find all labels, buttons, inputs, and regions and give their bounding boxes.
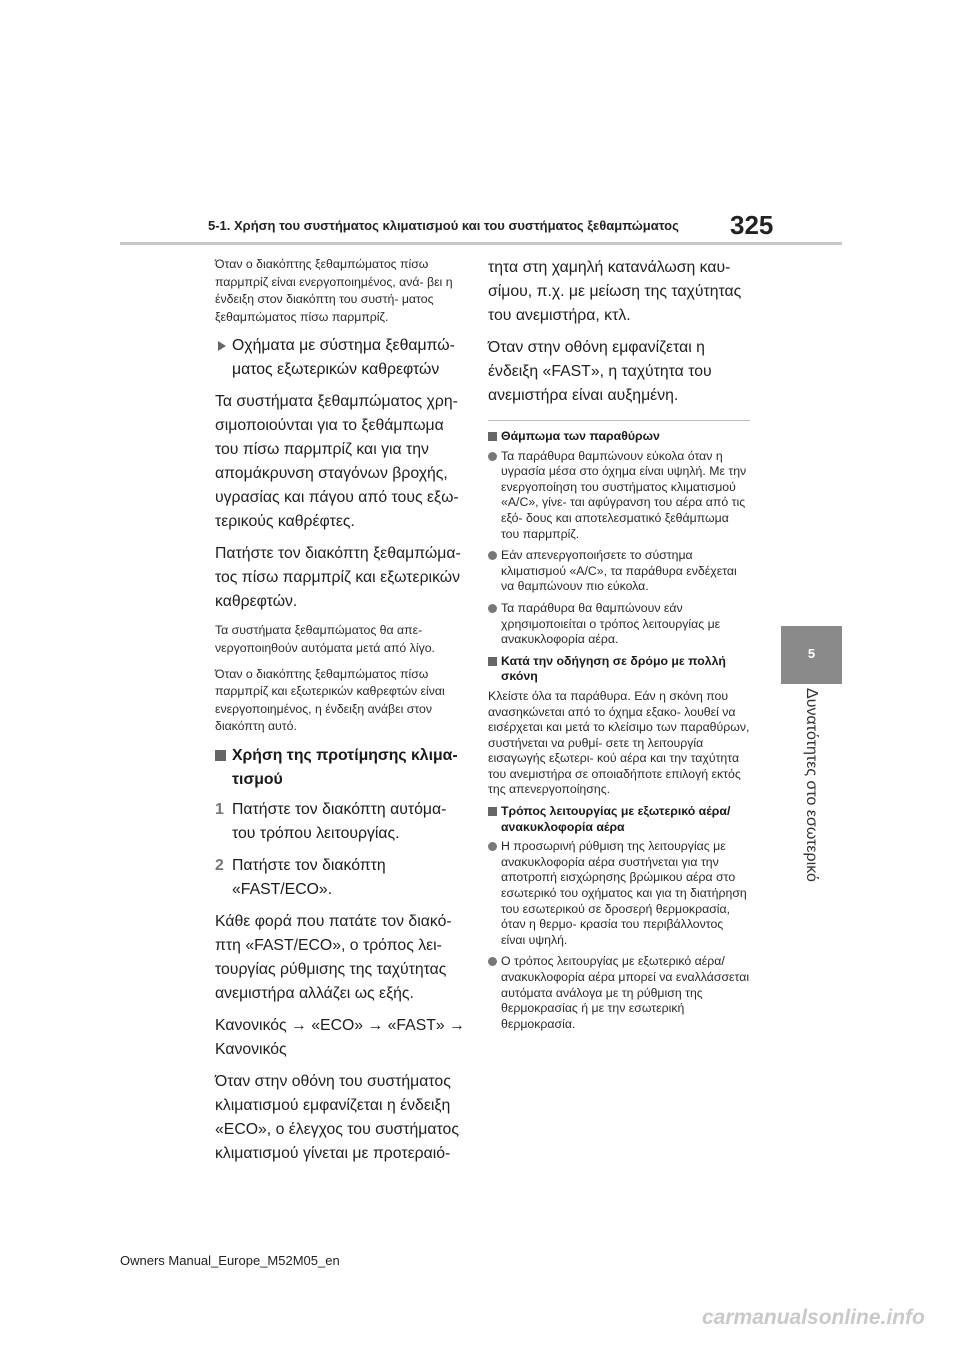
- left-column: [215, 256, 470, 1174]
- pref-heading: [215, 744, 470, 792]
- list-item: [488, 548, 750, 595]
- chapter-side-label: [798, 688, 824, 888]
- right-column: [488, 256, 750, 1038]
- recirc-heading: [488, 804, 750, 835]
- circle-bullet-icon: [488, 551, 497, 560]
- intro-note: Όταν ο διακόπτης ξεθαμπώματος πίσω παρμπρίζ είναι ενεργοποιημένος, ανά- βει η ένδειξη στον διακόπτη του συστή- ματος ξεθαμπώματος πίσω παρμπρίζ.: [215, 257, 453, 324]
- step-item: [215, 798, 470, 846]
- continued-paragraph-1: τητα στη χαμηλή κατανάλωση καυ- σίμου, π.χ. με μείωση της ταχύτητας του ανεμιστήρα, κτλ.: [488, 259, 742, 324]
- list-item: [488, 839, 750, 948]
- dust-heading: [488, 654, 750, 685]
- recirc-heading-text: Τρόπος λειτουργίας με εξωτερικό αέρα/ανακυκλοφορία αέρα: [501, 804, 731, 834]
- list-item: [488, 601, 750, 648]
- square-bullet-icon: [215, 750, 226, 761]
- step-number: 1: [215, 800, 224, 818]
- page-number: 325: [730, 210, 774, 240]
- mirror-paragraph-1: Τα συστήματα ξεθαμπώματος χρη- σιμοποιούνται για το ξεθάμπωμα του πίσω παρμπρίζ και για την απομάκρυνση σταγόνων βροχής, υγρασίας και πάγου από τους εξω- τερικούς καθρέφτες.: [215, 393, 459, 531]
- list-item: [488, 449, 750, 543]
- triangle-bullet-icon: [218, 341, 226, 351]
- info-divider: [488, 420, 750, 421]
- circle-bullet-icon: [488, 452, 497, 461]
- list-item-text: Η προσωρινή ρύθμιση της λειτουργίας με ανακυκλοφορία αέρα συστήνεται για την αποτροπή εισχώρησης βρώμικου αέρα στο εσωτερικό του οχήματος και για τη διατήρηση του εσωτερικού σε δροσερή θερμοκρασία, όταν η θερμο- κρασία του περιβάλλοντος είναι υψηλή.: [501, 839, 747, 947]
- pref-paragraph-1: Κάθε φορά που πατάτε τον διακό- πτη «FAST/ECO», ο τρόπος λει- τουργίας ρύθμισης της ταχύτητας ανεμιστήρα αλλάζει ως εξής.: [215, 912, 452, 1002]
- square-bullet-icon: [488, 432, 497, 441]
- list-item-text: Εάν απενεργοποιήσετε το σύστημα κλιματισμού «A/C», τα παράθυρα ενδέχεται να θαμπώνουν πιο εύκολα.: [501, 548, 737, 594]
- mirror-subheading: [215, 334, 470, 382]
- pref-sequence: Κανονικός → «ECO» → «FAST» → Κανονικός: [215, 1016, 465, 1058]
- mirror-note-1: Τα συστήματα ξεθαμπώματος θα απε- νεργοποιηθούν αυτόματα μετά από λίγο.: [215, 623, 435, 655]
- list-item: [488, 954, 750, 1032]
- section-title: 5-1. Χρήση του συστήματος κλιματισμού και του συστήματος ξεθαμπώματος: [208, 218, 679, 233]
- step-text: Πατήστε τον διακόπτη αυτόμα- του τρόπου λειτουργίας.: [232, 800, 447, 842]
- watermark: carmanualsonline.info: [702, 1306, 925, 1329]
- fog-heading-text: Θάμπωμα των παραθύρων: [501, 429, 660, 443]
- circle-bullet-icon: [488, 842, 497, 851]
- fog-heading: [488, 429, 750, 445]
- chapter-tab: [781, 626, 842, 684]
- chapter-label-text: Δυνατότητες στο εσωτερικό: [803, 688, 820, 882]
- list-item-text: Τα παράθυρα θα θαμπώνουν εάν χρησιμοποιείται ο τρόπος λειτουργίας με ανακυκλοφορία αέρα.: [501, 600, 721, 647]
- header-divider: [120, 242, 842, 245]
- list-item-text: Τα παράθυρα θαμπώνουν εύκολα όταν η υγρασία μέσα στο όχημα είναι υψηλή. Με την ενεργοποίηση του συστήματος κλιματισμού «A/C», γίνε- ται αφύγρανση του αέρα από τις εξό- δους και αποτελεσματικό ξεθάμπωμα του παρμπρίζ.: [501, 448, 747, 541]
- dust-paragraph: Κλείστε όλα τα παράθυρα. Εάν η σκόνη που ανασηκώνεται από το όχημα εξακο- λουθεί να εισέρχεται και μετά το κλείσιμο των παραθύρων, συστήνεται να ρυθμί- σετε τη λειτουργία εισαγωγής εξωτερι- κού αέρα και την ταχύτητα του ανεμιστήρα σε οποιαδήποτε επιλογή εκτός της απενεργοποίησης.: [488, 688, 750, 797]
- continued-paragraph-2: Όταν στην οθόνη εμφανίζεται η ένδειξη «FAST», η ταχύτητα του ανεμιστήρα είναι αυξημένη.: [488, 339, 712, 404]
- mirror-note-2: Όταν ο διακόπτης ξεθαμπώματος πίσω παρμπρίζ και εξωτερικών καθρεφτών είναι ενεργοποιημένος, η ένδειξη ανάβει στον διακόπτη αυτό.: [215, 666, 445, 734]
- circle-bullet-icon: [488, 604, 497, 613]
- mirror-subheading-text: Οχήματα με σύστημα ξεθαμπώ- ματος εξωτερικών καθρεφτών: [232, 337, 455, 379]
- chapter-number: 5: [807, 646, 816, 661]
- step-number: 2: [215, 856, 224, 874]
- list-item-text: Ο τρόπος λειτουργίας με εξωτερικό αέρα/ανακυκλοφορία αέρα μπορεί να εναλλάσσεται αυτόματα ανάλογα με τη ρύθμιση της θερμοκρασίας ή με την εσωτερική θερμοκρασία.: [501, 954, 750, 1031]
- step-text: Πατήστε τον διακόπτη «FAST/ECO».: [232, 856, 386, 898]
- square-bullet-icon: [488, 807, 497, 816]
- pref-heading-text: Χρήση της προτίμησης κλιμα- τισμού: [232, 746, 458, 788]
- mirror-paragraph-2: Πατήστε τον διακόπτη ξεθαμπώμα- τος πίσω παρμπρίζ και εξωτερικών καθρεφτών.: [215, 545, 461, 611]
- circle-bullet-icon: [488, 957, 497, 966]
- footer-manual-id: Owners Manual_Europe_M52M05_en: [120, 1253, 340, 1268]
- dust-heading-text: Κατά την οδήγηση σε δρόμο με πολλή σκόνη: [501, 653, 726, 684]
- pref-paragraph-2: Όταν στην οθόνη του συστήματος κλιματισμού εμφανίζεται η ένδειξη «ECO», ο έλεγχος του συστήματος κλιματισμού γίνεται με προτεραιό-: [215, 1072, 459, 1162]
- step-item: [215, 854, 470, 902]
- square-bullet-icon: [488, 657, 497, 666]
